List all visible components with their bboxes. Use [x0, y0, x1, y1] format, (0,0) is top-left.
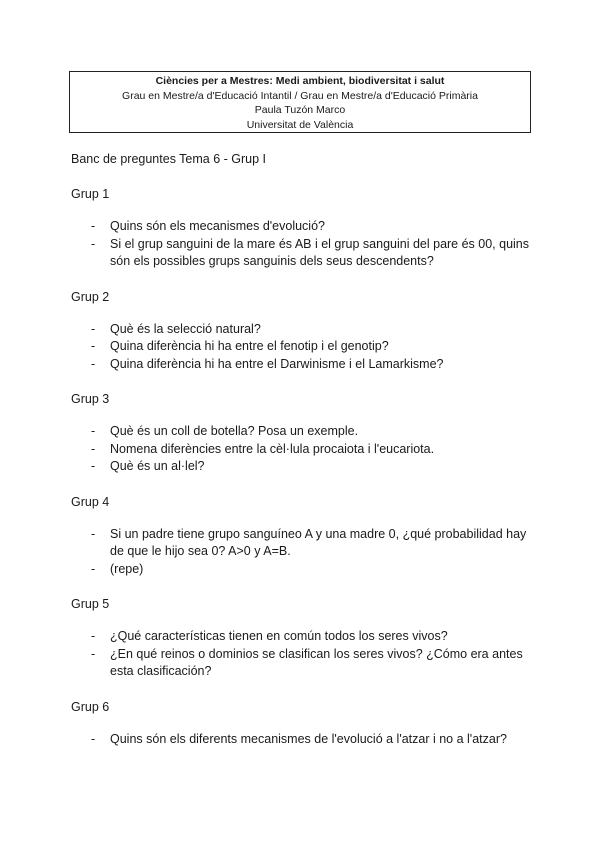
question-list [71, 218, 541, 271]
question-list [71, 321, 541, 374]
question-item: - ¿En qué reinos o dominios se clasifican los seres vivos? ¿Cómo era antes esta clasificación? [71, 646, 541, 681]
question-group [71, 698, 541, 749]
question-item: - Què és un coll de botella? Posa un exemple. [71, 423, 541, 441]
question-group [71, 390, 541, 476]
group-heading: Grup 3 [71, 392, 110, 406]
university-name: Universitat de València [246, 118, 354, 131]
group-heading: Grup 1 [71, 187, 110, 201]
group-heading: Grup 2 [71, 289, 110, 304]
question-item: - Què és la selecció natural? [71, 321, 541, 339]
question-item: - Nomena diferències entre la cèl·lula procaiota i l'eucariota. [71, 441, 541, 459]
question-item: - Si el grup sanguini de la mare és AB i el grup sanguini del pare és 00, quins són els possibles grups sanguinis dels seus descendents? [71, 236, 541, 271]
question-group [71, 288, 541, 374]
question-group [71, 493, 541, 579]
question-list [71, 423, 541, 476]
question-group [71, 185, 541, 271]
header-box [69, 71, 531, 133]
question-item: - Si un padre tiene grupo sanguíneo A y una madre 0, ¿qué probabilidad hay de que le hijo sea 0? A>0 y A=B. [71, 526, 541, 561]
question-item: - (repe) [71, 561, 541, 579]
question-item: - Què és un al·lel? [71, 458, 541, 476]
question-group [71, 595, 541, 681]
question-item: - Quins són els diferents mecanismes de l'evolució a l'atzar i no a l'atzar? [71, 731, 541, 749]
group-heading: Grup 4 [71, 494, 110, 509]
question-item: - Quina diferència hi ha entre el fenotip i el genotip? [71, 338, 541, 356]
document-body [71, 150, 541, 748]
document-title: Banc de preguntes Tema 6 - Grup I [71, 152, 267, 166]
group-heading: Grup 6 [71, 699, 110, 714]
question-groups [71, 185, 541, 748]
group-heading: Grup 5 [71, 597, 110, 611]
question-list [71, 731, 541, 749]
question-item: - ¿Qué características tienen en común todos los seres vivos? [71, 628, 541, 646]
degree-program: Grau en Mestre/a d'Educació Intantil / Grau en Mestre/a d'Educació Primària [122, 89, 478, 102]
question-list [71, 628, 541, 681]
author-name: Paula Tuzón Marco [254, 104, 346, 116]
question-list [71, 526, 541, 579]
course-title: Ciències per a Mestres: Medi ambient, biodiversitat i salut [155, 75, 445, 87]
question-item: - Quins són els mecanismes d'evolució? [71, 218, 541, 236]
question-item: - Quina diferència hi ha entre el Darwinisme i el Lamarkisme? [71, 356, 541, 374]
